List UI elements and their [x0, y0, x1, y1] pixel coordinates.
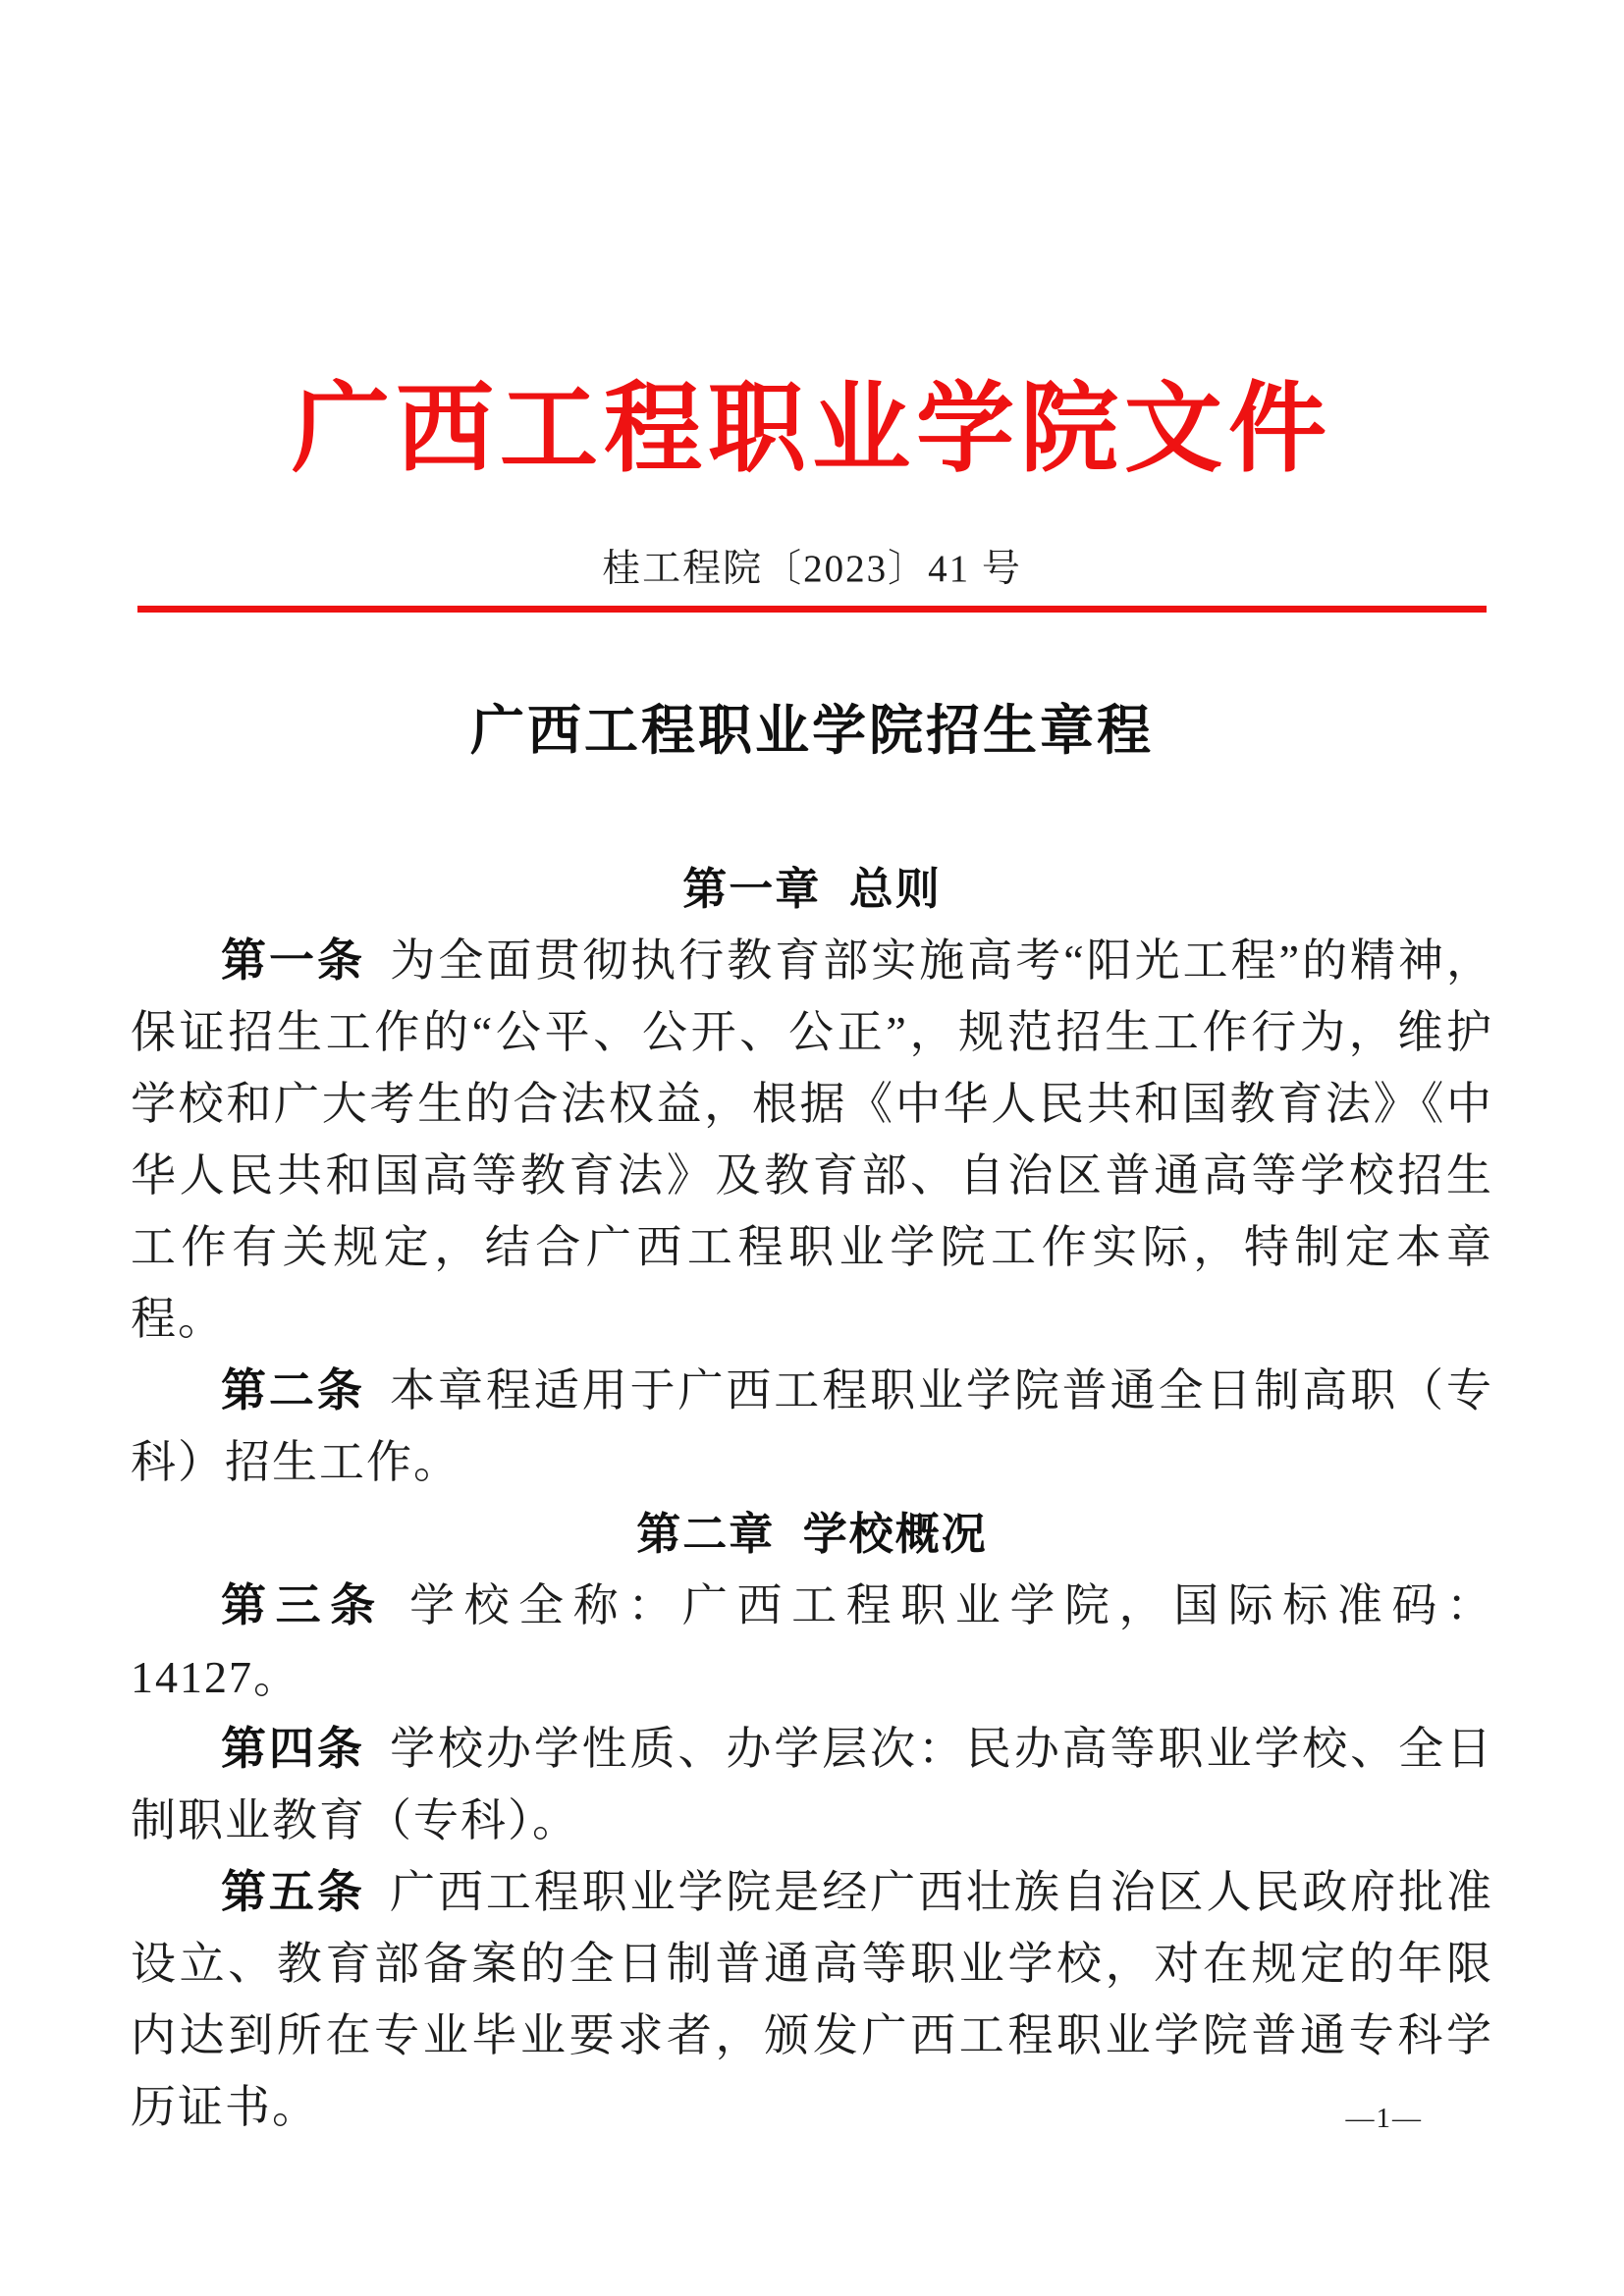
article-paragraph-5: [131, 1856, 1493, 2143]
article-number-4: 第四条: [221, 1723, 365, 1774]
article-text-3: 学校全称：广西工程职业学院，国际标准码：14127。: [131, 1580, 1494, 1702]
article-number-3: 第三条: [221, 1579, 385, 1630]
chapter-heading-2: 第二章 学校概况: [636, 1509, 988, 1559]
article-paragraph-3: [131, 1570, 1493, 1713]
article-number-5: 第五条: [221, 1866, 365, 1917]
article-number-2: 第二条: [221, 1364, 365, 1415]
chapter-heading-1: 第一章 总则: [682, 864, 942, 914]
article-number-1: 第一条: [221, 934, 365, 986]
article-paragraph-1: [131, 925, 1493, 1355]
article-text-2: 本章程适用于广西工程职业学院普通全日制高职（专科）招生工作。: [131, 1365, 1494, 1487]
article-paragraph-4: [131, 1713, 1493, 1856]
article-paragraph-2: [131, 1355, 1493, 1498]
document-title: 广西工程职业学院招生章程: [469, 701, 1154, 761]
red-divider-line: [137, 606, 1487, 613]
document-body: [131, 853, 1493, 2143]
page-number: —1—: [1345, 2103, 1423, 2134]
document-number: 桂工程院〔2023〕41 号: [602, 548, 1022, 590]
article-text-1: 为全面贯彻执行教育部实施高考“阳光工程”的精神，保证招生工作的“公平、公开、公正”，规范招生工作行为，维护学校和广大考生的合法权益，根据《中华人民共和国教育法》《中华人民共和国高等教育法》及教育部、自治区普通高等学校招生工作有关规定，结合广西工程职业学院工作实际，特制定本章程。: [131, 935, 1493, 1344]
article-text-5: 广西工程职业学院是经广西壮族自治区人民政府批准设立、教育部备案的全日制普通高等职业学校，对在规定的年限内达到所在专业毕业要求者，颁发广西工程职业学院普通专科学历证书。: [131, 1867, 1494, 2132]
article-text-4: 学校办学性质、办学层次：民办高等职业学校、全日制职业教育（专科）。: [131, 1724, 1494, 1845]
red-header-org-title: 广西工程职业学院文件: [292, 375, 1332, 484]
